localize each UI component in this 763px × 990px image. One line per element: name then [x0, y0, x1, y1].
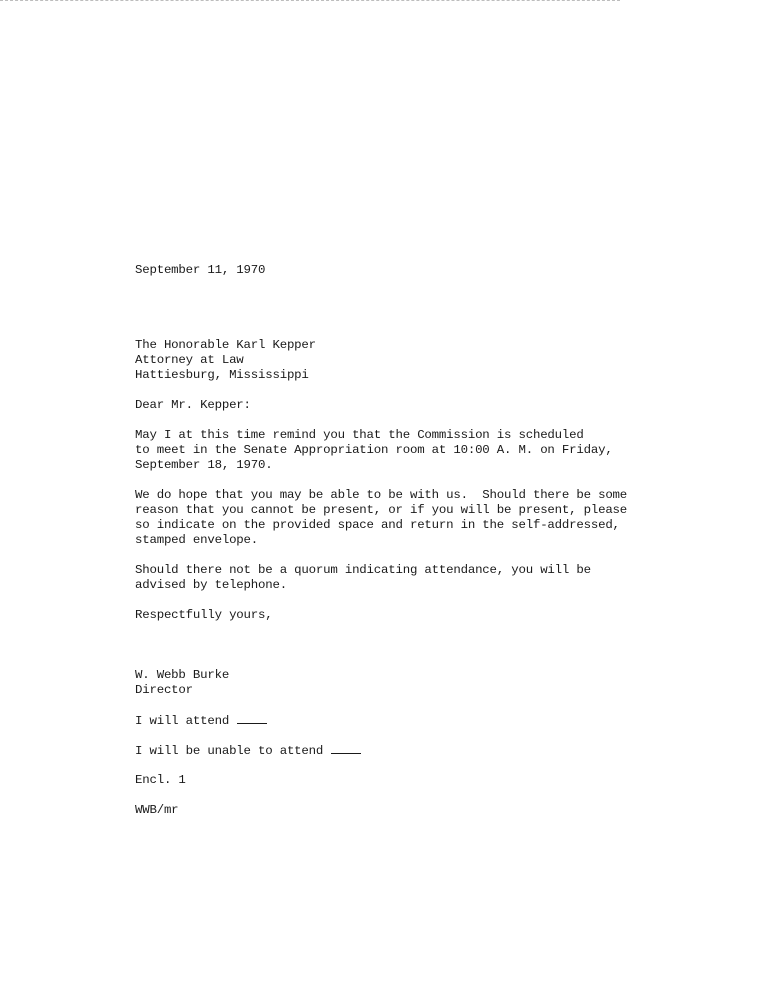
paragraph-line: reason that you cannot be present, or if you will be present, please — [135, 503, 628, 517]
paragraph-line: to meet in the Senate Appropriation room at 10:00 A. M. on Friday, — [135, 443, 613, 457]
paragraph-line: advised by telephone. — [135, 578, 287, 592]
paragraph-line: We do hope that you may be able to be with us. Should there be some — [135, 488, 628, 502]
recipient-location: Hattiesburg, Mississippi — [135, 368, 309, 382]
recipient-name: The Honorable Karl Kepper — [135, 338, 316, 352]
signature-block — [135, 668, 695, 698]
page-top-border — [0, 0, 620, 1]
response-attend — [135, 713, 695, 728]
response-unable — [135, 743, 695, 758]
signer-name: W. Webb Burke — [135, 668, 230, 682]
paragraph-reminder — [135, 428, 695, 473]
enclosure-note: Encl. 1 — [135, 773, 186, 787]
response-unable-label: I will be unable to attend — [135, 744, 324, 758]
closing: Respectfully yours, — [135, 608, 273, 622]
recipient-title: Attorney at Law — [135, 353, 244, 367]
recipient-address — [135, 338, 695, 383]
paragraph-line: Should there not be a quorum indicating attendance, you will be — [135, 563, 591, 577]
response-attend-label: I will attend — [135, 714, 230, 728]
paragraph-line: stamped envelope. — [135, 533, 259, 547]
paragraph-request — [135, 488, 695, 548]
letter-date: September 11, 1970 — [135, 263, 266, 277]
paragraph-line: September 18, 1970. — [135, 458, 273, 472]
reference-initials: WWB/mr — [135, 803, 179, 817]
attend-blank-line — [237, 713, 267, 724]
unable-blank-line — [331, 743, 361, 754]
signer-title: Director — [135, 683, 193, 697]
paragraph-line: so indicate on the provided space and return in the self-addressed, — [135, 518, 620, 532]
salutation: Dear Mr. Kepper: — [135, 398, 251, 412]
paragraph-quorum — [135, 563, 695, 593]
paragraph-line: May I at this time remind you that the Commission is scheduled — [135, 428, 584, 442]
letter-body — [135, 263, 695, 818]
